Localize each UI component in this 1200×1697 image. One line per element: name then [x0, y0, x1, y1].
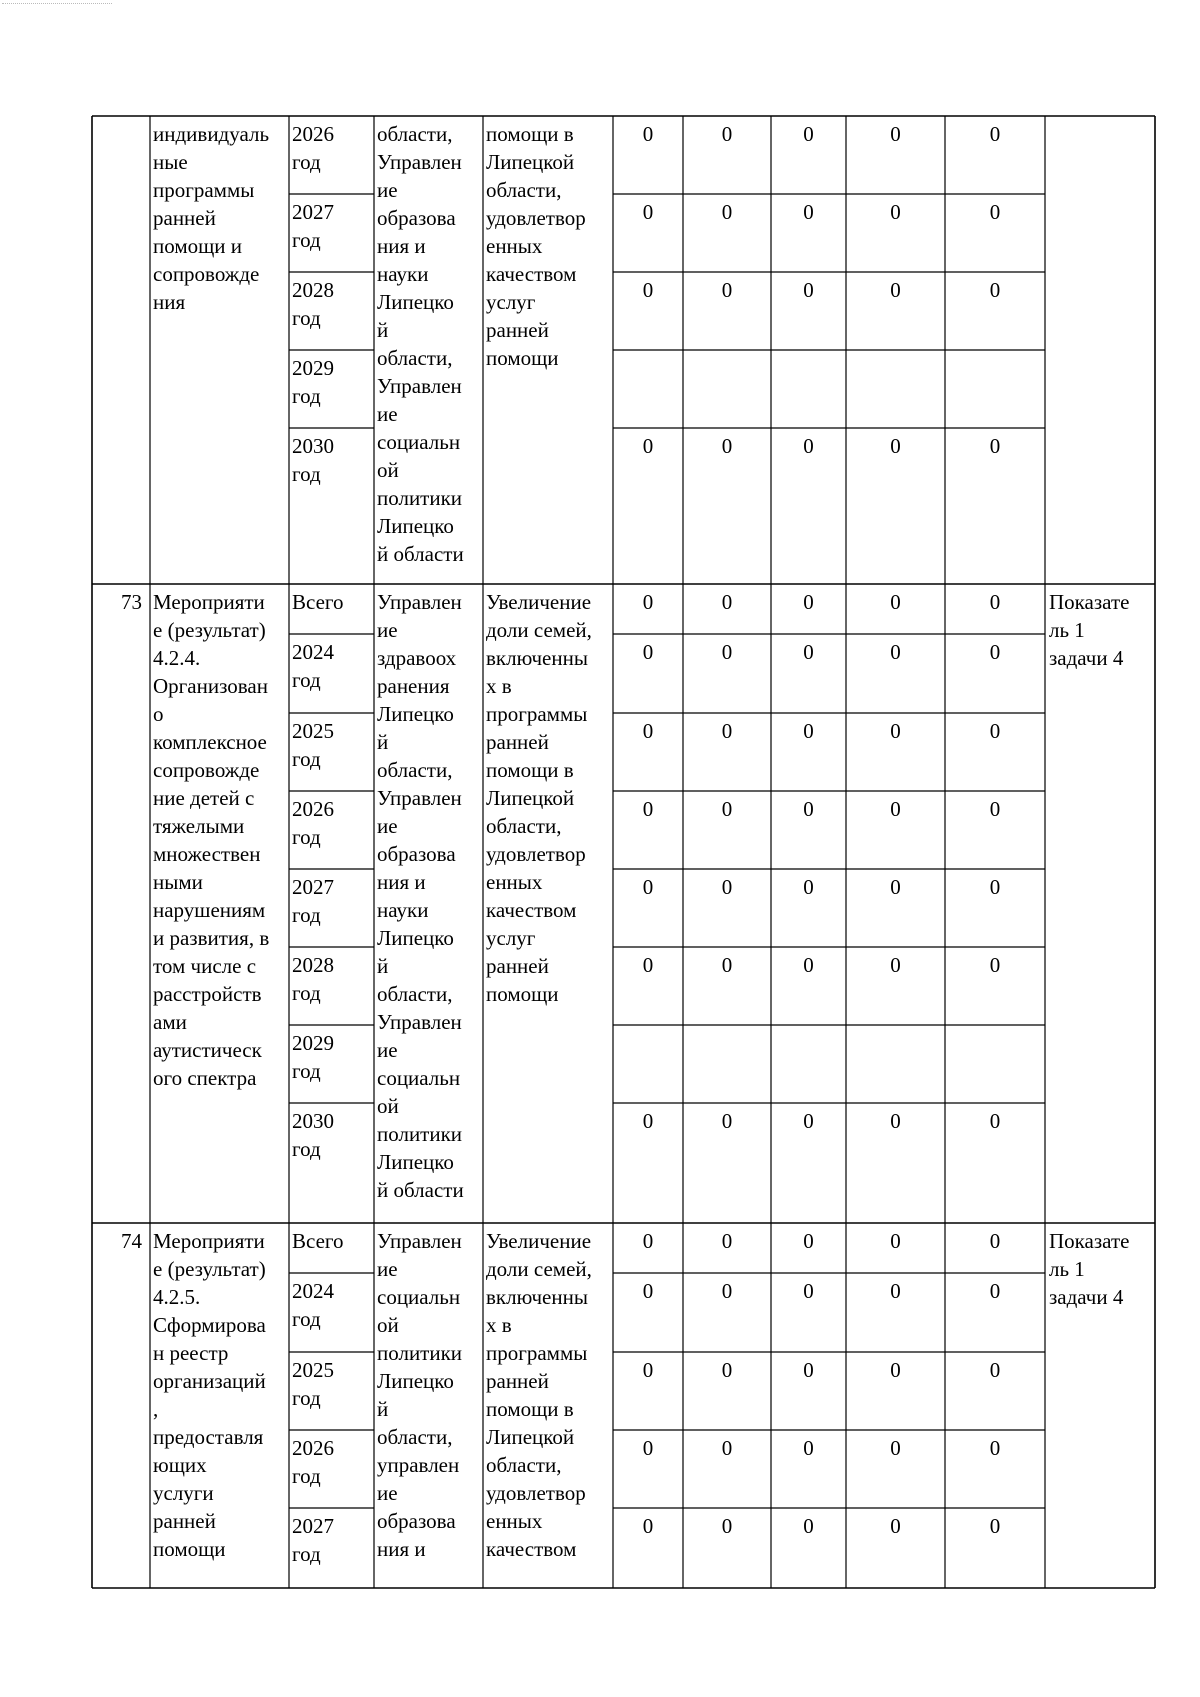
- value-cell: 0: [890, 1229, 901, 1253]
- value-cell: 0: [989, 1229, 1001, 1253]
- row-number: 73: [121, 590, 142, 614]
- value-cell: 0: [890, 434, 901, 458]
- value-cell: 0: [721, 719, 733, 743]
- value-cell: 0: [642, 434, 654, 458]
- value-cell: 0: [721, 590, 733, 614]
- value-cell: 0: [890, 278, 901, 302]
- value-cell: 0: [890, 953, 901, 977]
- value-cell: 0: [803, 640, 814, 664]
- value-cell: 0: [642, 1109, 654, 1133]
- value-cell: 0: [721, 200, 733, 224]
- year-cell: 2027 год: [292, 1514, 334, 1566]
- value-cell: 0: [890, 122, 901, 146]
- value-cell: 0: [890, 1279, 901, 1303]
- value-cell: 0: [803, 797, 814, 821]
- value-cell: 0: [642, 875, 654, 899]
- responsible-executor: Управлен ие здравоох ранения Липецко й области, Управлен ие образова ния и науки Липецко й области, Управлен ие социальн ой политики Липецко й области: [377, 590, 464, 1202]
- value-cell: 0: [721, 434, 733, 458]
- value-cell: 0: [890, 640, 901, 664]
- value-cell: 0: [642, 200, 654, 224]
- value-cell: 0: [803, 953, 814, 977]
- value-cell: 0: [989, 590, 1001, 614]
- value-cell: 0: [989, 1514, 1001, 1538]
- value-cell: 0: [642, 1514, 654, 1538]
- year-cell: Всего: [292, 1229, 344, 1253]
- value-cell: 0: [803, 434, 814, 458]
- measure-name: индивидуаль ные программы ранней помощи и сопровожде ния: [153, 122, 270, 314]
- responsible-executor: Управлен ие социальн ой политики Липецко й области, управлен ие образова ния и: [377, 1229, 463, 1561]
- value-cell: 0: [890, 1436, 901, 1460]
- value-cell: 0: [803, 122, 814, 146]
- value-cell: 0: [989, 122, 1001, 146]
- value-cell: 0: [989, 434, 1001, 458]
- value-cell: 0: [721, 1229, 733, 1253]
- year-cell: 2026 год: [292, 797, 334, 849]
- value-cell: 0: [803, 200, 814, 224]
- value-cell: 0: [642, 719, 654, 743]
- measure-name: Мероприяти е (результат) 4.2.4. Организован о комплексное сопровожде ние детей с тяжелыми множествен ными нарушениям и развития, в том числе с расстройств ами аутистическ ого спектра: [153, 590, 270, 1090]
- value-cell: 0: [721, 640, 733, 664]
- value-cell: 0: [642, 1436, 654, 1460]
- value-cell: 0: [989, 1109, 1001, 1133]
- value-cell: 0: [989, 1358, 1001, 1382]
- value-cell: 0: [642, 590, 654, 614]
- year-cell: 2027 год: [292, 200, 334, 252]
- value-cell: 0: [642, 1229, 654, 1253]
- expected-result: Увеличение доли семей, включенны х в программы ранней помощи в Липецкой области, удовлетвор енных качеством: [486, 1229, 592, 1561]
- year-cell: 2027 год: [292, 875, 334, 927]
- value-cell: 0: [890, 200, 901, 224]
- value-cell: 0: [803, 1279, 814, 1303]
- value-cell: 0: [890, 1109, 901, 1133]
- year-cell: 2024 год: [292, 1279, 334, 1331]
- value-cell: 0: [803, 278, 814, 302]
- value-cell: 0: [642, 122, 654, 146]
- year-cell: 2029 год: [292, 356, 334, 408]
- year-cell: 2028 год: [292, 278, 334, 330]
- year-cell: 2030 год: [292, 1109, 334, 1161]
- value-cell: 0: [721, 797, 733, 821]
- value-cell: 0: [989, 200, 1001, 224]
- value-cell: 0: [721, 1279, 733, 1303]
- value-cell: 0: [989, 640, 1001, 664]
- value-cell: 0: [890, 590, 901, 614]
- expected-result: Увеличение доли семей, включенны х в программы ранней помощи в Липецкой области, удовлетвор енных качеством услуг ранней помощи: [486, 590, 592, 1006]
- value-cell: 0: [642, 640, 654, 664]
- value-cell: 0: [721, 1514, 733, 1538]
- value-cell: 0: [642, 1279, 654, 1303]
- year-cell: 2029 год: [292, 1031, 334, 1083]
- value-cell: 0: [721, 953, 733, 977]
- value-cell: 0: [989, 278, 1001, 302]
- value-cell: 0: [721, 1109, 733, 1133]
- value-cell: 0: [803, 1358, 814, 1382]
- measure-name: Мероприяти е (результат) 4.2.5. Сформирова н реестр организаций , предоставля ющих услуги ранней помощи: [153, 1229, 266, 1561]
- value-cell: 0: [642, 953, 654, 977]
- indicator-link: Показате ль 1 задачи 4: [1049, 1229, 1130, 1309]
- value-cell: 0: [890, 797, 901, 821]
- year-cell: 2026 год: [292, 122, 334, 174]
- value-cell: 0: [803, 1514, 814, 1538]
- value-cell: 0: [642, 278, 654, 302]
- value-cell: 0: [989, 875, 1001, 899]
- value-cell: 0: [890, 875, 901, 899]
- value-cell: 0: [989, 797, 1001, 821]
- value-cell: 0: [989, 1436, 1001, 1460]
- value-cell: 0: [989, 953, 1001, 977]
- row-number: 74: [121, 1229, 142, 1253]
- year-cell: 2025 год: [292, 719, 334, 771]
- value-cell: 0: [803, 590, 814, 614]
- value-cell: 0: [721, 122, 733, 146]
- expected-result: помощи в Липецкой области, удовлетвор енных качеством услуг ранней помощи: [486, 122, 586, 370]
- responsible-executor: области, Управлен ие образова ния и науки Липецко й области, Управлен ие социальн ой политики Липецко й области: [377, 122, 464, 566]
- value-cell: 0: [721, 1436, 733, 1460]
- year-cell: 2025 год: [292, 1358, 334, 1410]
- value-cell: 0: [890, 1358, 901, 1382]
- value-cell: 0: [803, 1436, 814, 1460]
- indicator-link: Показате ль 1 задачи 4: [1049, 590, 1130, 670]
- value-cell: 0: [989, 1279, 1001, 1303]
- value-cell: 0: [989, 719, 1001, 743]
- year-cell: 2030 год: [292, 434, 334, 486]
- value-cell: 0: [721, 875, 733, 899]
- value-cell: 0: [642, 797, 654, 821]
- year-cell: 2028 год: [292, 953, 334, 1005]
- year-cell: Всего: [292, 590, 344, 614]
- value-cell: 0: [721, 278, 733, 302]
- value-cell: 0: [890, 719, 901, 743]
- year-cell: 2024 год: [292, 640, 334, 692]
- year-cell: 2026 год: [292, 1436, 334, 1488]
- value-cell: 0: [803, 1229, 814, 1253]
- value-cell: 0: [803, 1109, 814, 1133]
- value-cell: 0: [803, 875, 814, 899]
- value-cell: 0: [721, 1358, 733, 1382]
- value-cell: 0: [890, 1514, 901, 1538]
- value-cell: 0: [642, 1358, 654, 1382]
- value-cell: 0: [803, 719, 814, 743]
